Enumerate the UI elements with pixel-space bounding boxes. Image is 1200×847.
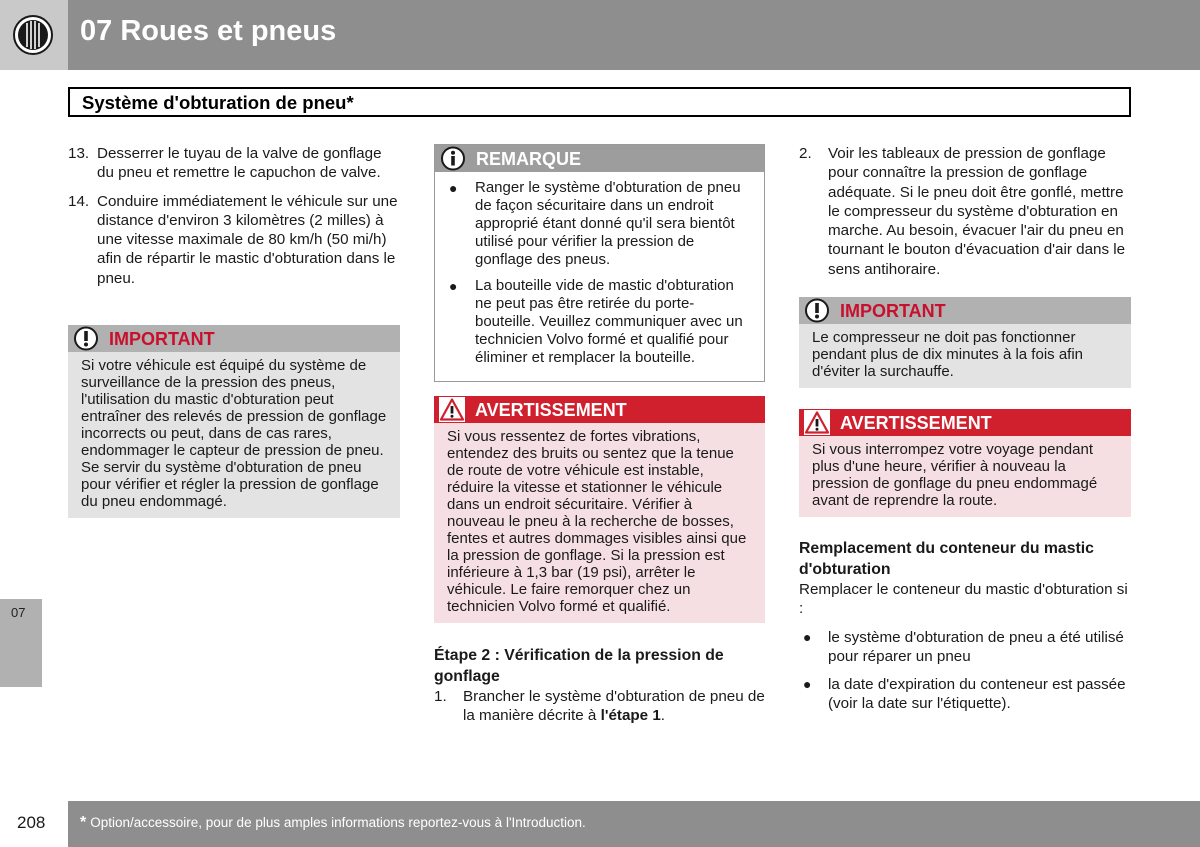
warning-header [799,409,1131,436]
warning-text: Si vous interrompez votre voyage pendant plus d'une heure, vérifier à nouveau la pression de gonflage du pneu endommagé avant de reprendre la route. [799,436,1131,517]
bullet-icon: ● [803,676,812,693]
footnote-text: Option/accessoire, pour de plus amples informations reportez-vous à l'Introduction. [90,815,586,830]
column-1 [68,144,400,297]
replacement-heading: Remplacement du conteneur du mastic d'obturation [799,540,1094,578]
list-item [447,277,752,367]
bullet-text: la date d'expiration du conteneur est passée (voir la date sur l'étiquette). [828,676,1126,713]
step-number: 2. [799,145,812,162]
warning-header [434,396,765,423]
important-box [68,325,400,518]
warning-text: Si vous ressentez de fortes vibrations, entendez des bruits ou sentez que la tenue de route de votre véhicule est instable, réduire la vitesse et stationner le véhicule dans un endroit sécuritaire. Vérifier à nouveau le pneu à la recherche de bosses, fentes et autres dommages visibles ainsi que la pression de gonflage. Si la pression est inférieure à 1,3 bar (19 psi), arrêter le véhicule. Le faire remorquer chez un technicien Volvo formé et qualifié. [434,423,765,623]
replacement-block [799,538,1131,723]
step-number: 14. [68,192,90,210]
warning-label: AVERTISSEMENT [475,400,627,420]
list-item [799,144,1131,279]
bullet-icon: ● [449,278,458,294]
exclamation-icon [804,298,830,323]
chapter-tab-label: 07 [11,605,26,620]
bullet-text: Ranger le système d'obturation de pneu de façon sécuritaire dans un endroit approprié étant donné qu'il sera bientôt utilisé pour vérifier la pression de gonflage des pneus. [475,179,741,268]
section-title: Système d'obturation de pneu* [82,92,354,113]
step-number: 13. [68,145,90,162]
note-body [435,172,764,381]
step-number: 1. [434,688,447,705]
important-header [799,297,1131,324]
important-label: IMPORTANT [109,329,215,349]
note-header [435,145,764,172]
list-item [434,687,765,726]
step-text: Brancher le système d'obturation de pneu de la manière décrite à [463,688,765,725]
step-text-end: . [660,707,666,725]
info-icon [440,146,466,171]
important-box [799,297,1131,388]
list-item [447,179,752,269]
warning-box [799,409,1131,517]
page-number: 208 [17,813,46,832]
bullet-icon: ● [803,628,812,645]
warning-box [434,396,765,623]
important-text: Si votre véhicule est équipé du système de surveillance de la pression des pneus, l'utilisation du mastic d'obturation peut entraîner des relevés de pression de gonflage incorrects ou peut, dans de cas rares, endommager le capteur de pression de pneu. Se servir du système d'obturation de pneu pour vérifier et régler la pression de gonflage du pneu endommagé. [68,352,400,518]
bullet-text: le système d'obturation de pneu a été utilisé pour réparer un pneu [828,628,1124,665]
list-item [799,675,1131,714]
note-box [434,144,765,382]
list-item [68,192,400,288]
section-title-box [68,87,1131,117]
step-text: Conduire immédiatement le véhicule sur une distance d'environ 3 kilomètres (2 milles) à une vitesse maximale de 80 km/h (50 mi/h) afin de répartir le mastic d'obturation dans le pneu. [97,192,398,287]
step-text: Voir les tableaux de pression de gonflage pour connaître la pression de gonflage adéquate. Si le pneu doit être gonflé, mettre le compresseur du système d'obturation en marche. Au besoin, évacuer l'air du pneu en tournant le bouton d'évacuation d'air dans le sens antihoraire. [828,145,1126,278]
footnote [80,814,586,832]
step-text: Desserrer le tuyau de la valve de gonflage du pneu et remettre le capuchon de valve. [97,145,382,182]
step2-heading: Étape 2 : Vérification de la pression de gonflage [434,647,724,685]
chapter-title: 07 Roues et pneus [80,15,337,47]
note-label: REMARQUE [476,149,582,169]
bullet-text: La bouteille vide de mastic d'obturation ne peut pas être retirée du porte-bouteille. Veuillez communiquer avec un technicien Volvo formé et qualifié pour éliminer et remplacer la bouteille. [475,277,743,366]
replacement-intro: Remplacer le conteneur du mastic d'obturation si : [799,581,1128,618]
step-reference: l'étape 1 [600,707,661,725]
bullet-icon: ● [449,180,458,196]
tire-icon [12,14,54,56]
warning-label: AVERTISSEMENT [840,413,992,433]
list-item [68,144,400,183]
column-3 [799,144,1131,288]
exclamation-icon [73,326,99,351]
footnote-star: * [80,814,87,831]
step2-block [434,645,765,735]
warning-triangle-icon [804,410,830,435]
important-header [68,325,400,352]
important-label: IMPORTANT [840,301,946,321]
warning-triangle-icon [439,397,465,422]
list-item [799,628,1131,667]
chapter-icon-box [0,0,68,70]
chapter-side-tab [0,599,42,687]
important-text: Le compresseur ne doit pas fonctionner pendant plus de dix minutes à la fois afin d'éviter la surchauffe. [799,324,1131,388]
